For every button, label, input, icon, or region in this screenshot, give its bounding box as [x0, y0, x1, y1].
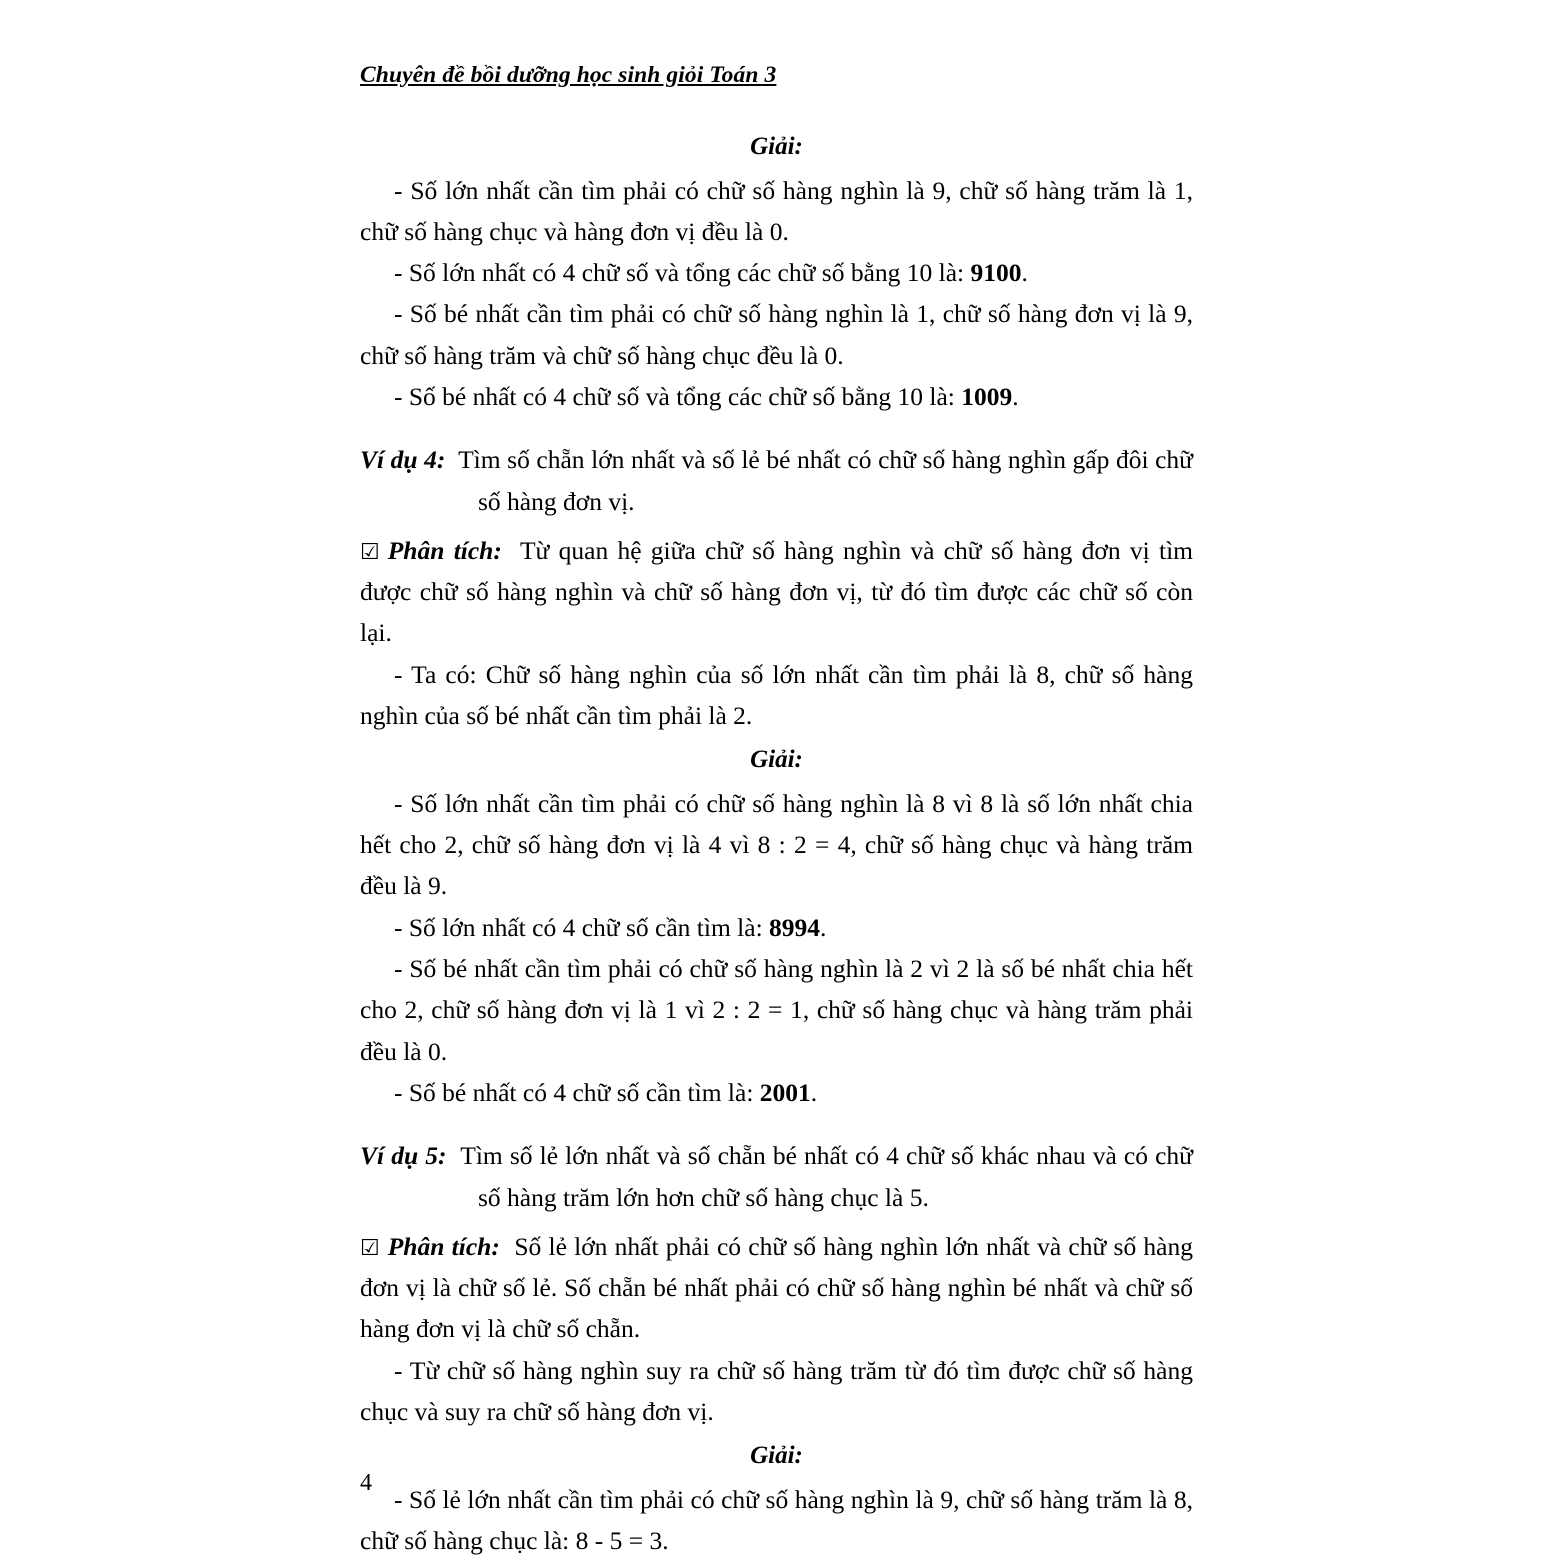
- giai1-line-2-text: - Số lớn nhất có 4 chữ số và tổng các chữ số bằng 10 là:: [394, 258, 971, 288]
- page-header: Chuyên đề bồi dưỡng học sinh giỏi Toán 3: [360, 62, 777, 88]
- example-4-text: Tìm số chẵn lớn nhất và số lẻ bé nhất có chữ số hàng nghìn gấp đôi chữ số hàng đơn vị.: [458, 445, 1193, 516]
- page-content: [360, 127, 1193, 1561]
- example-5: [360, 1135, 1193, 1218]
- giai2-answer-big: 8994: [769, 912, 821, 942]
- giai1-line-3: - Số bé nhất cần tìm phải có chữ số hàng nghìn là 1, chữ số hàng đơn vị là 9, chữ số hàng trăm và chữ số hàng chục đều là 0.: [360, 299, 1193, 370]
- example-4-analysis-text: Từ quan hệ giữa chữ số hàng nghìn và chữ số hàng đơn vị tìm được chữ số hàng nghìn và chữ số hàng đơn vị, từ đó tìm được các chữ số còn lại.: [360, 535, 1193, 648]
- checkbox-icon: ☑: [360, 539, 380, 565]
- example-5-analysis: [360, 1226, 1193, 1350]
- section-title-giai-3: Giải:: [750, 1442, 803, 1470]
- example-5-note: - Từ chữ số hàng nghìn suy ra chữ số hàng trăm từ đó tìm được chữ số hàng chục và suy ra chữ số hàng đơn vị.: [360, 1355, 1193, 1427]
- giai3-line-1: - Số lẻ lớn nhất cần tìm phải có chữ số hàng nghìn là 9, chữ số hàng trăm là 8, chữ số hàng chục là: 8 - 5 = 3.: [360, 1484, 1193, 1556]
- giai1-line-1: - Số lớn nhất cần tìm phải có chữ số hàng nghìn là 9, chữ số hàng trăm là 1, chữ số hàng chục và hàng đơn vị đều là 0.: [360, 175, 1193, 246]
- giai1-line-4-text: - Số bé nhất có 4 chữ số và tổng các chữ số bằng 10 là:: [394, 381, 962, 411]
- giai1-answer-big: 9100: [970, 258, 1022, 288]
- giai2-line-3: - Số bé nhất cần tìm phải có chữ số hàng nghìn là 2 vì 2 là số bé nhất chia hết cho 2, chữ số hàng đơn vị là 1 vì 2 : 2 = 1, chữ số hàng chục và hàng trăm phải đều là 0.: [360, 954, 1193, 1066]
- example-5-analysis-text: Số lẻ lớn nhất phải có chữ số hàng nghìn lớn nhất và chữ số hàng đơn vị là chữ số lẻ. Số chẵn bé nhất phải có chữ số hàng nghìn bé nhất và chữ số hàng đơn vị là chữ số chẵn.: [360, 1231, 1194, 1344]
- giai2-line-2: [360, 907, 1193, 948]
- giai2-line-1: - Số lớn nhất cần tìm phải có chữ số hàng nghìn là 8 vì 8 là số lớn nhất chia hết cho 2, chữ số hàng đơn vị là 4 vì 8 : 2 = 4, chữ số hàng chục và hàng trăm đều là 9.: [360, 788, 1193, 901]
- example-5-text: Tìm số lẻ lớn nhất và số chẵn bé nhất có 4 chữ số khác nhau và có chữ số hàng trăm lớn hơn chữ số hàng chục là 5.: [460, 1141, 1193, 1212]
- giai1-answer-small: 1009: [961, 381, 1013, 411]
- giai1-period-2: .: [1012, 381, 1019, 411]
- checkbox-icon: ☑: [360, 1235, 380, 1261]
- example-5-analysis-label: Phân tích:: [387, 1231, 500, 1261]
- section-title-giai-2: Giải:: [750, 746, 803, 774]
- giai2-period-2: .: [810, 1077, 818, 1107]
- giai1-line-2: [360, 252, 1193, 293]
- section-title-giai-1: Giải:: [750, 133, 803, 160]
- example-4-analysis: [360, 530, 1193, 654]
- example-5-label: Ví dụ 5:: [360, 1141, 447, 1171]
- giai2-answer-small: 2001: [759, 1077, 811, 1107]
- example-4-analysis-label: Phân tích:: [387, 535, 502, 565]
- giai2-line-4-text: - Số bé nhất có 4 chữ số cần tìm là:: [394, 1077, 760, 1107]
- giai1-line-4: [360, 376, 1193, 417]
- giai2-period-1: .: [820, 912, 827, 942]
- giai2-line-4: [360, 1072, 1193, 1113]
- example-4-note: - Ta có: Chữ số hàng nghìn của số lớn nhất cần tìm phải là 8, chữ số hàng nghìn của số bé nhất cần tìm phải là 2.: [360, 659, 1193, 731]
- giai1-period-1: .: [1021, 258, 1028, 288]
- example-4-label: Ví dụ 4:: [360, 445, 446, 475]
- page-number: 4: [360, 1470, 372, 1496]
- giai2-line-2-text: - Số lớn nhất có 4 chữ số cần tìm là:: [394, 912, 770, 942]
- example-4: [360, 439, 1193, 522]
